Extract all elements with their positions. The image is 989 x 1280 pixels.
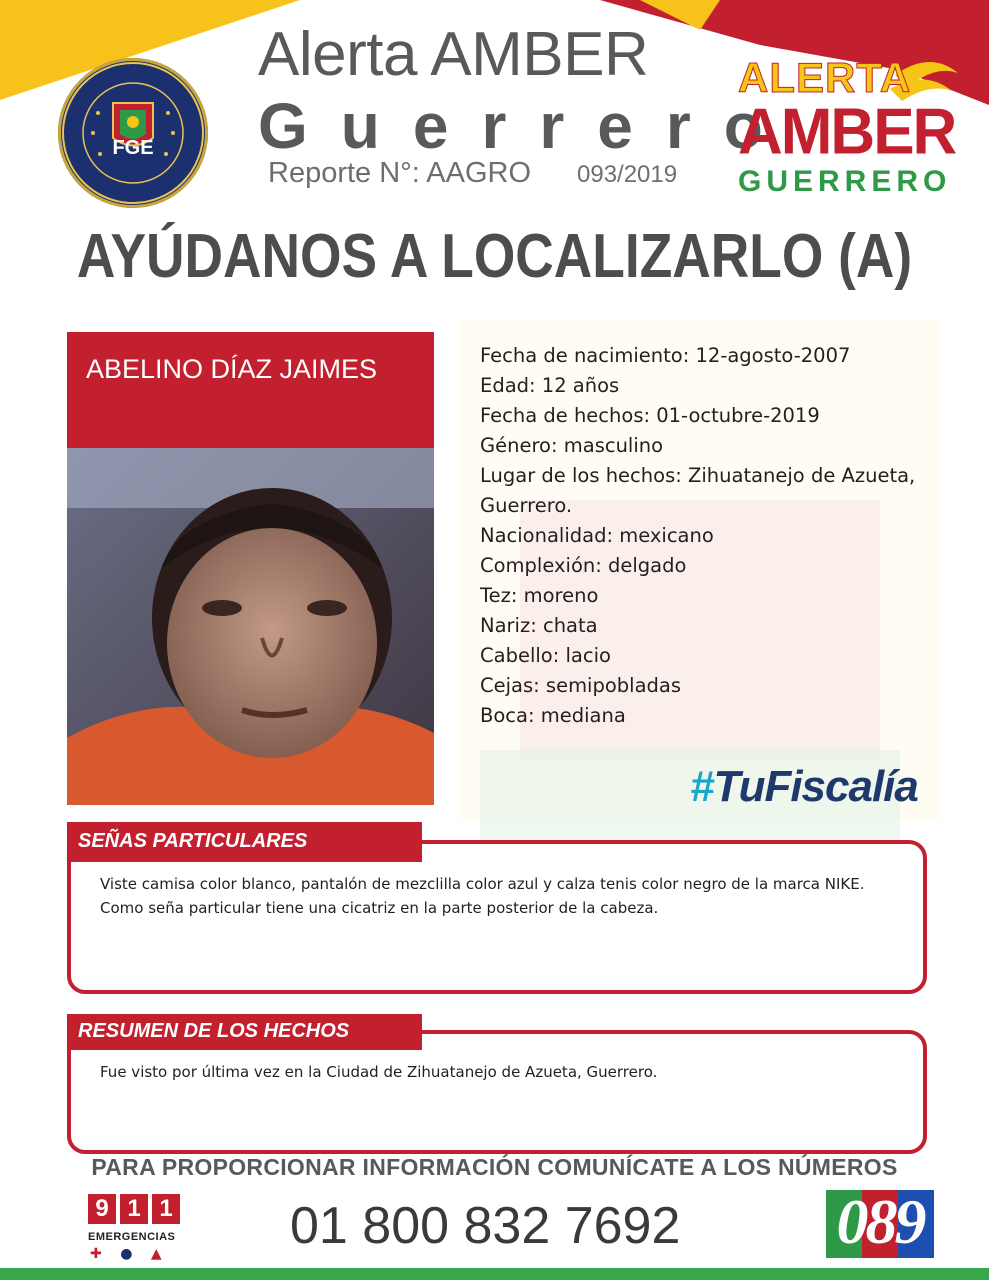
senas-line-1: Viste camisa color blanco, pantalón de mezclilla color azul y calza tenis color negro de la marca NIKE.	[100, 875, 865, 893]
police-icon: ●	[120, 1246, 133, 1262]
emergency-label: EMERGENCIAS	[88, 1231, 176, 1243]
emergency-digit-3: 1	[152, 1194, 180, 1224]
person-photo	[67, 448, 434, 805]
detail-eyebrows: Cejas: semipobladas	[480, 674, 682, 697]
detail-nationality: Nacionalidad: mexicano	[480, 524, 714, 547]
senas-description	[100, 872, 910, 920]
person-details	[480, 341, 950, 731]
detail-complexion: Tez: moreno	[480, 584, 599, 607]
hashtag-text: TuFiscalía	[713, 762, 918, 811]
detail-event-date: Fecha de hechos: 01-octubre-2019	[480, 404, 820, 427]
contact-instructions: PARA PROPORCIONAR INFORMACIÓN COMUNÍCATE A LOS NÚMEROS	[91, 1154, 898, 1180]
emergency-icons	[90, 1246, 162, 1262]
resumen-description: Fue visto por última vez en la Ciudad de Zihuatanejo de Azueta, Guerrero.	[100, 1063, 658, 1081]
seal-text: FGE	[112, 137, 154, 159]
detail-hair: Cabello: lacio	[480, 644, 611, 667]
detail-build: Complexión: delgado	[480, 554, 687, 577]
detail-gender: Género: masculino	[480, 434, 664, 457]
bottom-green-stripe	[0, 1268, 989, 1280]
senas-line-2: Como seña particular tiene una cicatriz en la parte posterior de la cabeza.	[100, 899, 659, 917]
detail-birth-date: Fecha de nacimiento: 12-agosto-2007	[480, 344, 851, 367]
fge-seal-logo	[58, 58, 208, 208]
hashtag-symbol: #	[690, 762, 714, 811]
name-banner	[67, 332, 434, 448]
resumen-section-title: RESUMEN DE LOS HECHOS	[78, 1020, 350, 1042]
logo-alerta-text: ALERTA	[738, 54, 912, 101]
report-number: 093/2019	[577, 161, 678, 188]
headline: AYÚDANOS A LOCALIZARLO (A)	[76, 222, 913, 291]
page-subtitle: Guerrero	[258, 90, 796, 162]
fire-icon: ▲	[150, 1246, 162, 1262]
report-label: Reporte N°: AAGRO	[268, 157, 532, 189]
senas-section-title: SEÑAS PARTICULARES	[78, 830, 308, 852]
portrait-photo	[67, 448, 434, 805]
hotline-089-text: 089	[836, 1186, 924, 1257]
person-name: ABELINO DÍAZ JAIMES	[86, 354, 378, 384]
detail-location: Lugar de los hechos: Zihuatanejo de Azueta,	[480, 464, 916, 487]
emergency-digit-1: 9	[88, 1194, 116, 1224]
phone-number: 01 800 832 7692	[290, 1197, 681, 1255]
detail-location-state: Guerrero.	[480, 494, 573, 517]
logo-amber-text: AMBER	[738, 95, 956, 169]
emergency-digit-2: 1	[120, 1194, 148, 1224]
logo-guerrero-text: GUERRERO	[738, 165, 952, 198]
page-title: Alerta AMBER	[258, 20, 649, 89]
detail-age: Edad: 12 años	[480, 374, 620, 397]
detail-nose: Nariz: chata	[480, 614, 598, 637]
hashtag-tufiscalia	[690, 762, 918, 812]
red-cross-icon: ✚	[90, 1246, 102, 1262]
seal-emblem-icon	[58, 58, 208, 208]
detail-mouth: Boca: mediana	[480, 704, 626, 727]
